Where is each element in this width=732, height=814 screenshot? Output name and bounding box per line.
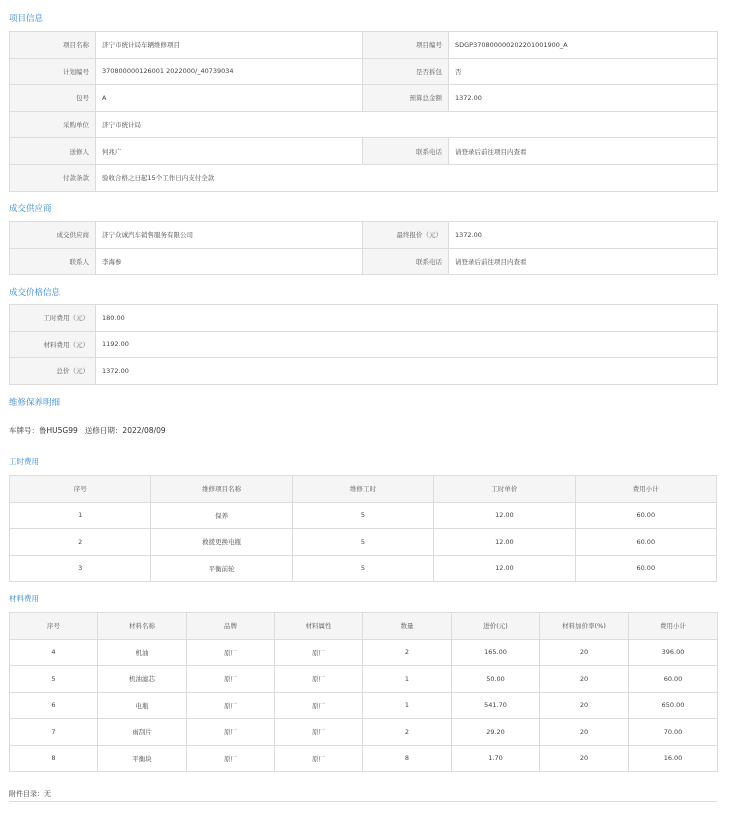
table-cell: 平衡块	[98, 745, 187, 772]
table-cell: 3	[10, 555, 151, 582]
contact-label: 联系人	[10, 248, 96, 275]
table-row	[10, 32, 718, 59]
labor-fee-title: 工时费用	[9, 457, 39, 466]
table-cell: 4	[10, 639, 98, 666]
supplier-table	[9, 221, 718, 275]
column-header: 材料名称	[98, 613, 187, 640]
is-split-label: 是否拆包	[363, 58, 449, 85]
plan-no-label: 计划编号	[10, 58, 96, 85]
attachments-value: 无	[44, 790, 51, 798]
total-price-label: 总价（元）	[10, 358, 96, 385]
table-cell: 20	[540, 639, 629, 666]
table-cell: 原厂	[187, 666, 275, 693]
table-cell: 1	[363, 692, 452, 719]
project-name-value: 济宁市统计局车辆维修项目	[96, 32, 363, 59]
contact-value: 李海参	[96, 248, 363, 275]
table-cell: 1.70	[452, 745, 540, 772]
table-cell: 60.00	[575, 502, 716, 529]
table-row	[10, 555, 717, 582]
table-cell: 电瓶	[98, 692, 187, 719]
table-row	[10, 358, 718, 385]
table-cell: 6	[10, 692, 98, 719]
table-cell: 650.00	[629, 692, 718, 719]
project-info-table	[9, 31, 718, 192]
table-cell: 165.00	[452, 639, 540, 666]
final-price-label: 最终报价（元）	[363, 222, 449, 249]
table-cell: 70.00	[629, 719, 718, 746]
table-cell: 20	[540, 666, 629, 693]
table-cell: 2	[363, 639, 452, 666]
table-cell: 8	[363, 745, 452, 772]
package-no-label: 包号	[10, 85, 96, 112]
price-table	[9, 304, 718, 385]
table-row	[10, 502, 717, 529]
table-row	[10, 222, 718, 249]
plan-no-value: 370800000126001 2022000/_40739034	[96, 58, 363, 85]
table-cell: 雨刮片	[98, 719, 187, 746]
sender-value: 何兆广	[96, 138, 363, 165]
attachments	[9, 789, 51, 799]
column-header: 材料属性	[275, 613, 363, 640]
table-cell: 5	[292, 555, 433, 582]
table-cell: 原厂	[275, 719, 363, 746]
supplier-phone-label: 联系电话	[363, 248, 449, 275]
table-cell: 541.70	[452, 692, 540, 719]
column-header: 费用小计	[575, 476, 716, 503]
table-row	[10, 138, 718, 165]
table-cell: 60.00	[629, 666, 718, 693]
column-header: 进价(元)	[452, 613, 540, 640]
table-cell: 20	[540, 719, 629, 746]
package-no-value: A	[96, 85, 363, 112]
table-cell: 平衡前轮	[151, 555, 292, 582]
table-cell: 12.00	[434, 529, 575, 556]
table-header-row	[10, 613, 718, 640]
section-title-price: 成交价格信息	[9, 288, 61, 298]
sender-label: 送修人	[10, 138, 96, 165]
table-cell: 20	[540, 745, 629, 772]
column-header: 序号	[10, 613, 98, 640]
total-price-value: 1372.00	[96, 358, 718, 385]
table-cell: 50.00	[452, 666, 540, 693]
table-cell: 16.00	[629, 745, 718, 772]
table-row	[10, 111, 718, 138]
section-title-supplier: 成交供应商	[9, 204, 52, 214]
table-row	[10, 85, 718, 112]
table-cell: 原厂	[275, 692, 363, 719]
table-cell: 原厂	[275, 639, 363, 666]
table-cell: 5	[292, 502, 433, 529]
table-cell: 原厂	[187, 719, 275, 746]
table-cell: 12.00	[434, 555, 575, 582]
table-cell: 原厂	[275, 745, 363, 772]
table-row	[10, 305, 718, 332]
table-cell: 2	[10, 529, 151, 556]
table-header-row	[10, 476, 717, 503]
material-fee-table	[9, 612, 718, 772]
supplier-value: 济宁众诚汽车销售服务有限公司	[96, 222, 363, 249]
supplier-label: 成交供应商	[10, 222, 96, 249]
phone-label: 联系电话	[363, 138, 449, 165]
column-header: 维修工时	[292, 476, 433, 503]
table-cell: 1	[363, 666, 452, 693]
table-row	[10, 331, 718, 358]
repair-date-label: 送修日期：	[84, 426, 123, 435]
divider	[9, 801, 717, 802]
table-row	[10, 164, 718, 191]
table-cell: 原厂	[275, 666, 363, 693]
final-price-value: 1372.00	[449, 222, 718, 249]
attachments-label: 附件目录：	[9, 790, 44, 798]
table-row	[10, 248, 718, 275]
table-cell: 396.00	[629, 639, 718, 666]
plate-label: 车牌号：	[9, 426, 39, 435]
table-cell: 8	[10, 745, 98, 772]
table-cell: 7	[10, 719, 98, 746]
repair-date-value: 2022/08/09	[122, 426, 166, 435]
material-cost-value: 1192.00	[96, 331, 718, 358]
phone-value: 请登录后前往项目内查看	[449, 138, 718, 165]
table-cell: 原厂	[187, 745, 275, 772]
table-cell: 原厂	[187, 639, 275, 666]
labor-fee-table	[9, 475, 717, 582]
table-row	[10, 719, 718, 746]
table-cell: 保养	[151, 502, 292, 529]
project-name-label: 项目名称	[10, 32, 96, 59]
labor-cost-label: 工时费用（元）	[10, 305, 96, 332]
purchaser-value: 济宁市统计局	[96, 111, 718, 138]
section-title-project-info: 项目信息	[9, 14, 44, 24]
table-cell: 5	[10, 666, 98, 693]
payment-label: 付款条款	[10, 164, 96, 191]
payment-value: 验收合格之日起15个工作日内支付全款	[96, 164, 718, 191]
table-row	[10, 639, 718, 666]
table-cell: 1	[10, 502, 151, 529]
table-row	[10, 692, 718, 719]
table-row	[10, 745, 718, 772]
is-split-value: 否	[449, 58, 718, 85]
vehicle-info	[9, 425, 166, 436]
column-header: 序号	[10, 476, 151, 503]
table-cell: 机油滤芯	[98, 666, 187, 693]
supplier-phone-value: 请登录后前往项目内查看	[449, 248, 718, 275]
project-no-label: 项目编号	[363, 32, 449, 59]
column-header: 材料加价率(%)	[540, 613, 629, 640]
table-row	[10, 666, 718, 693]
table-cell: 60.00	[575, 555, 716, 582]
table-cell: 救援更换电瓶	[151, 529, 292, 556]
table-cell: 60.00	[575, 529, 716, 556]
plate-value: 鲁HU5G99	[39, 426, 78, 435]
material-cost-label: 材料费用（元）	[10, 331, 96, 358]
table-row	[10, 529, 717, 556]
labor-cost-value: 180.00	[96, 305, 718, 332]
budget-label: 预算总金额	[363, 85, 449, 112]
table-row	[10, 58, 718, 85]
table-cell: 2	[363, 719, 452, 746]
column-header: 工时单价	[434, 476, 575, 503]
table-cell: 29.20	[452, 719, 540, 746]
column-header: 数量	[363, 613, 452, 640]
column-header: 维修项目名称	[151, 476, 292, 503]
purchaser-label: 采购单位	[10, 111, 96, 138]
column-header: 费用小计	[629, 613, 718, 640]
material-fee-title: 材料费用	[9, 594, 39, 603]
table-cell: 20	[540, 692, 629, 719]
budget-value: 1372.00	[449, 85, 718, 112]
section-title-maintenance: 维修保养明细	[9, 398, 61, 408]
table-cell: 机油	[98, 639, 187, 666]
project-no-value: SDGP370800000202201001900_A	[449, 32, 718, 59]
table-cell: 5	[292, 529, 433, 556]
column-header: 品牌	[187, 613, 275, 640]
table-cell: 12.00	[434, 502, 575, 529]
table-cell: 原厂	[187, 692, 275, 719]
